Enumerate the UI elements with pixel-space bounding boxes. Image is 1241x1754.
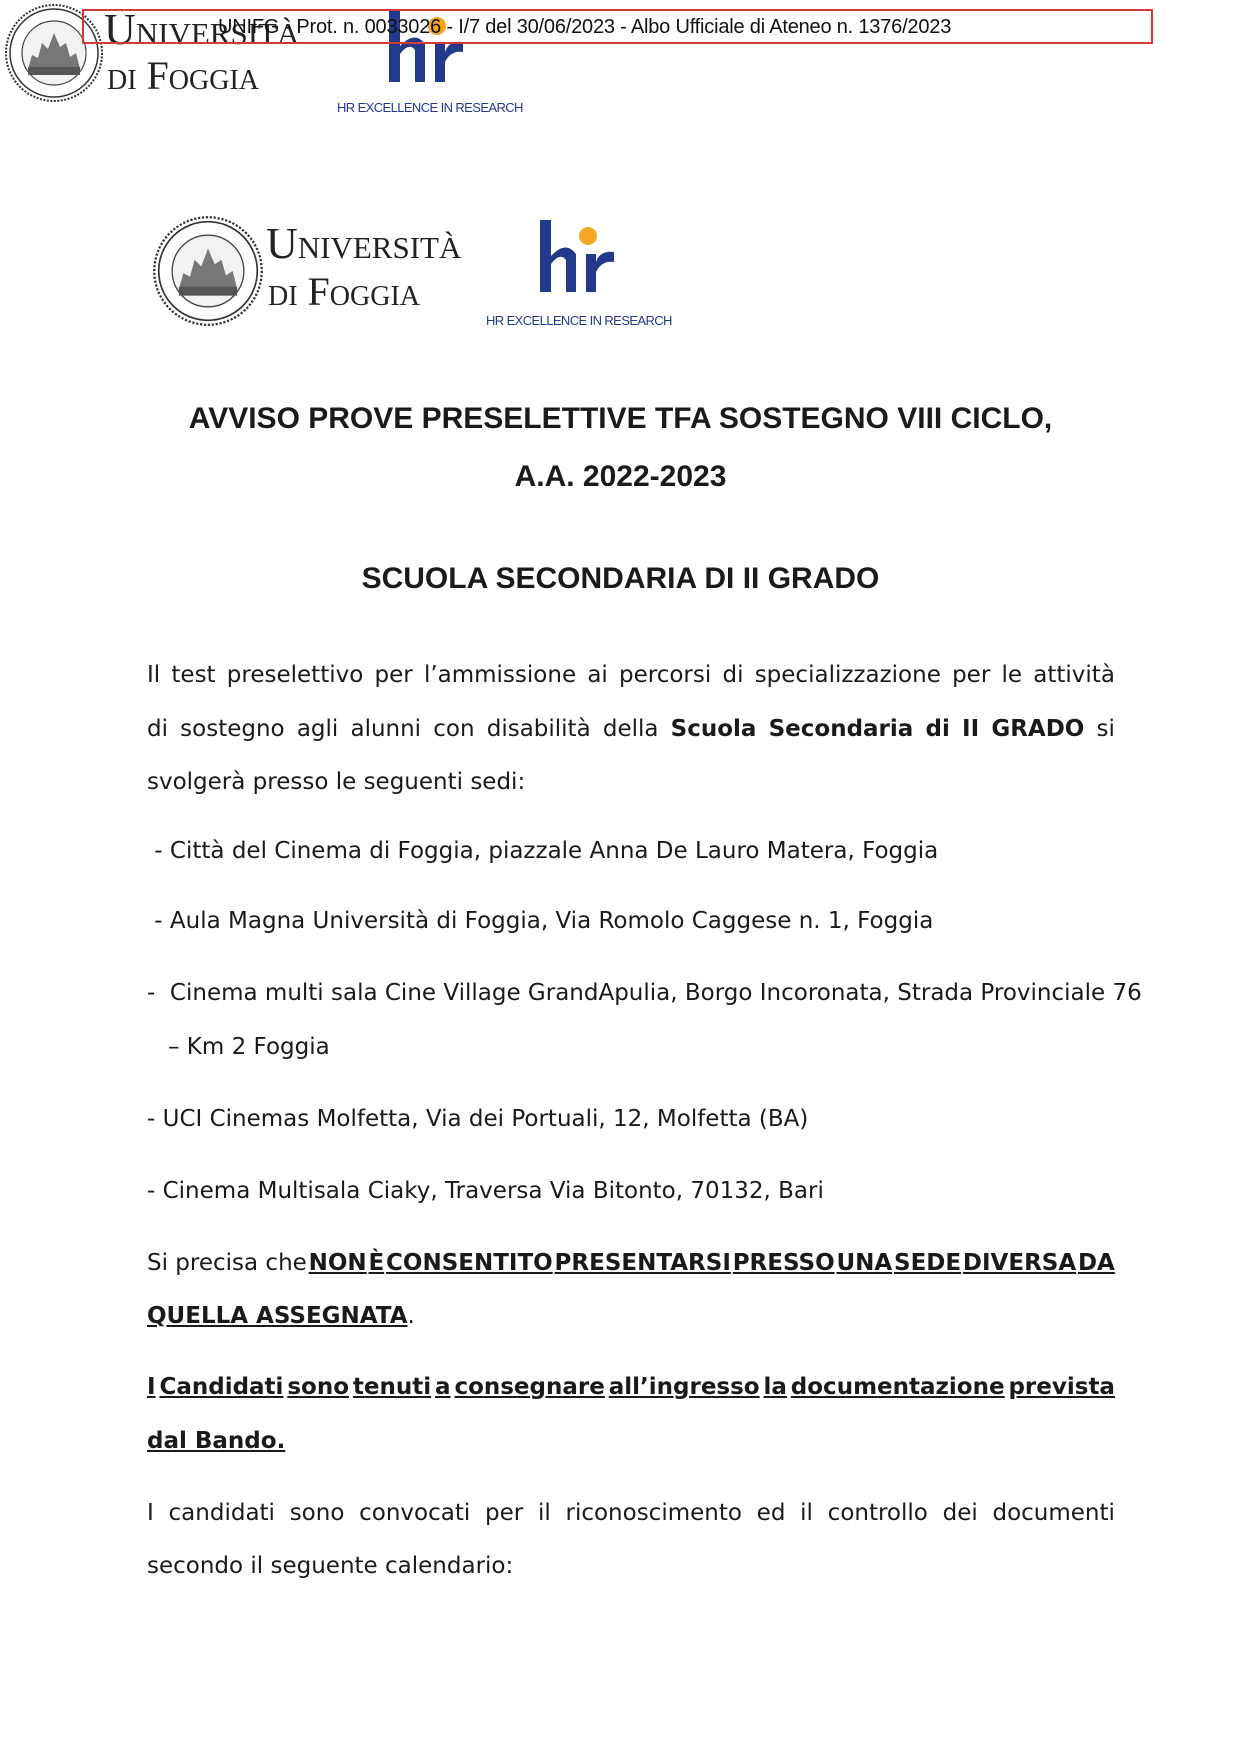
intro-word: sostegno [180, 716, 285, 742]
university-name-line2-small: di Foggia [107, 53, 259, 98]
university-name-line1: Università [266, 219, 462, 268]
venue-item-citta-del-cinema: - Città del Cinema di Foggia, piazzale Anna De Lauro Matera, Foggia [147, 838, 939, 864]
documents-word: a [435, 1374, 451, 1400]
notice-word: UNA [836, 1250, 893, 1276]
intro-line-1 [147, 662, 1115, 688]
documents-word: consegnare [454, 1374, 605, 1400]
intro-bold-word: Secondaria [768, 716, 914, 742]
hr-tagline: HR EXCELLENCE IN RESEARCH [486, 313, 672, 328]
calendar-word: documenti [992, 1500, 1115, 1526]
intro-word: le [1001, 662, 1023, 688]
documents-word: sono [287, 1374, 349, 1400]
notice-line-1 [147, 1250, 1115, 1276]
documents-word: all’ingresso [608, 1374, 760, 1400]
notice-prefix: Si precisa che [147, 1250, 307, 1276]
university-seal [152, 215, 264, 327]
intro-bold-word: di [925, 716, 950, 742]
notice-word: NON [308, 1250, 367, 1276]
notice-word: SEDE [894, 1250, 962, 1276]
intro-word: ai [587, 662, 608, 688]
intro-word: alunni [350, 716, 422, 742]
venue-item-aula-magna: - Aula Magna Università di Foggia, Via Romolo Caggese n. 1, Foggia [147, 908, 934, 934]
calendar-word: riconoscimento [565, 1500, 742, 1526]
calendar-word: convocati [359, 1500, 471, 1526]
intro-word: test [171, 662, 216, 688]
notice-word: DA [1077, 1250, 1115, 1276]
intro-word: preselettivo [226, 662, 364, 688]
intro-word: attività [1033, 662, 1115, 688]
documents-word: la [763, 1374, 787, 1400]
documents-word: documentazione [790, 1374, 1005, 1400]
intro-line-2 [147, 716, 1115, 742]
calendar-word: dei [942, 1500, 978, 1526]
intro-line-3: svolgerà presso le seguenti sedi: [147, 769, 526, 795]
intro-word: percorsi [619, 662, 712, 688]
intro-word: di [147, 716, 168, 742]
venue-item-uci-molfetta: - UCI Cinemas Molfetta, Via dei Portuali, 12, Molfetta (BA) [147, 1106, 809, 1132]
venue-item-ciaky-bari: - Cinema Multisala Ciaky, Traversa Via Bitonto, 70132, Bari [147, 1178, 824, 1204]
calendar-word: sono [289, 1500, 345, 1526]
documents-underlined: dal Bando. [147, 1428, 286, 1454]
notice-word: CONSENTITO [386, 1250, 553, 1276]
protocol-stamp: UNIFG - Prot. n. 0033026 - I/7 del 30/06/2023 - Albo Ufficiale di Ateneo n. 1376/2023 [218, 16, 952, 38]
intro-word: si [1096, 716, 1115, 742]
intro-word: per [952, 662, 991, 688]
notice-line-2 [147, 1303, 415, 1329]
calendar-intro-line-1 [147, 1500, 1115, 1526]
intro-bold-word: II [962, 716, 980, 742]
intro-bold-word: Scuola [670, 716, 757, 742]
calendar-word: ed [756, 1500, 786, 1526]
notice-word: PRESENTARSI [554, 1250, 731, 1276]
intro-word: con [433, 716, 475, 742]
intro-word: l’ammissione [423, 662, 577, 688]
documents-word: Candidati [159, 1374, 284, 1400]
documents-note-line-1 [147, 1374, 1115, 1400]
intro-word: specializzazione [754, 662, 941, 688]
documents-word: I [147, 1374, 156, 1400]
calendar-word: I [147, 1500, 154, 1526]
venue-item-cine-village: - Cinema multi sala Cine Village GrandApulia, Borgo Incoronata, Strada Provinciale 76 [147, 980, 1142, 1006]
document-title-line1: AVVISO PROVE PRESELETTIVE TFA SOSTEGNO VIII CICLO, [188, 402, 1053, 435]
intro-bold-word: GRADO [991, 716, 1085, 742]
university-name-line1-small: Università [104, 5, 300, 54]
intro-word: della [602, 716, 659, 742]
calendar-intro-line-2: secondo il seguente calendario: [147, 1553, 514, 1579]
calendar-word: il [537, 1500, 551, 1526]
notice-period: . [407, 1303, 415, 1329]
calendar-word: controllo [827, 1500, 928, 1526]
document-title-line2: A.A. 2022-2023 [514, 460, 727, 493]
documents-word: prevista [1008, 1374, 1115, 1400]
intro-word: di [722, 662, 744, 688]
calendar-word: per [485, 1500, 524, 1526]
notice-underlined: QUELLA ASSEGNATA [147, 1303, 408, 1329]
calendar-word: candidati [168, 1500, 275, 1526]
document-subtitle: SCUOLA SECONDARIA DI II GRADO [361, 562, 880, 595]
university-name-line2: di Foggia [268, 269, 420, 314]
intro-word: agli [296, 716, 339, 742]
hr-logo [536, 220, 616, 292]
calendar-word: il [800, 1500, 813, 1526]
notice-word: DIVERSA [962, 1250, 1077, 1276]
intro-word: per [374, 662, 413, 688]
intro-word: Il [147, 662, 161, 688]
venue-item-cine-village-cont: – Km 2 Foggia [168, 1034, 330, 1060]
documents-note-line-2 [147, 1428, 285, 1454]
notice-word: È [368, 1250, 385, 1276]
intro-word: disabilità [486, 716, 591, 742]
hr-tagline-small: HR EXCELLENCE IN RESEARCH [337, 100, 523, 115]
documents-word: tenuti [352, 1374, 432, 1400]
notice-word: PRESSO [732, 1250, 835, 1276]
